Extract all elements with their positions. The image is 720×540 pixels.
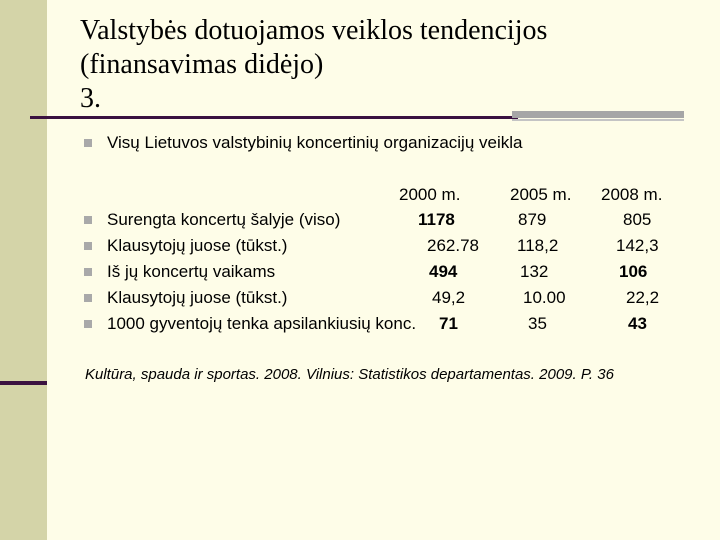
title-line-3: 3. bbox=[80, 83, 101, 114]
row-value-2008: 805 bbox=[623, 210, 652, 229]
row-value-2005: 118,2 bbox=[517, 236, 559, 255]
column-header-2008: 2008 m. bbox=[601, 185, 663, 204]
left-band-accent-line bbox=[0, 381, 47, 385]
row-label: 1000 gyventojų tenka apsilankiusių konc. bbox=[107, 314, 417, 333]
row-value-2005: 132 bbox=[520, 262, 549, 281]
row-label: Klausytojų juose (tūkst.) bbox=[107, 236, 288, 255]
row-value-2000: 49,2 bbox=[432, 288, 466, 307]
bullet-icon bbox=[84, 216, 92, 224]
bullet-icon bbox=[84, 294, 92, 302]
row-value-2000: 1178 bbox=[418, 210, 455, 229]
section-heading: Visų Lietuvos valstybinių koncertinių organizacijų veikla bbox=[107, 133, 523, 152]
row-label: Iš jų koncertų vaikams bbox=[107, 262, 276, 281]
source-citation: Kultūra, spauda ir sportas. 2008. Vilnius: Statistikos departamentas. 2009. P. 36 bbox=[85, 366, 614, 383]
column-header-2005: 2005 m. bbox=[510, 185, 572, 204]
title-underline bbox=[30, 116, 518, 119]
row-value-2008: 106 bbox=[619, 262, 648, 281]
left-decorative-band bbox=[0, 0, 47, 540]
column-header-2000: 2000 m. bbox=[399, 185, 461, 204]
row-label: Surengta koncertų šalyje (viso) bbox=[107, 210, 341, 229]
row-label: Klausytojų juose (tūkst.) bbox=[107, 288, 288, 307]
title-line-1: Valstybės dotuojamos veiklos tendencijos bbox=[80, 15, 548, 46]
title-line-2: (finansavimas didėjo) bbox=[80, 49, 324, 80]
row-value-2005: 879 bbox=[518, 210, 547, 229]
row-value-2008: 142,3 bbox=[616, 236, 659, 255]
row-value-2000: 71 bbox=[439, 314, 458, 333]
slide-title bbox=[80, 14, 680, 116]
row-value-2008: 43 bbox=[628, 314, 647, 333]
title-underline-accent-shadow bbox=[512, 119, 684, 121]
row-value-2000: 262.78 bbox=[427, 236, 479, 255]
title-underline-accent bbox=[512, 111, 684, 118]
bullet-icon bbox=[84, 139, 92, 147]
row-value-2000: 494 bbox=[429, 262, 458, 281]
bullet-icon bbox=[84, 268, 92, 276]
row-value-2005: 35 bbox=[528, 314, 547, 333]
bullet-icon bbox=[84, 320, 92, 328]
bullet-icon bbox=[84, 242, 92, 250]
row-value-2008: 22,2 bbox=[626, 288, 660, 307]
row-value-2005: 10.00 bbox=[523, 288, 566, 307]
